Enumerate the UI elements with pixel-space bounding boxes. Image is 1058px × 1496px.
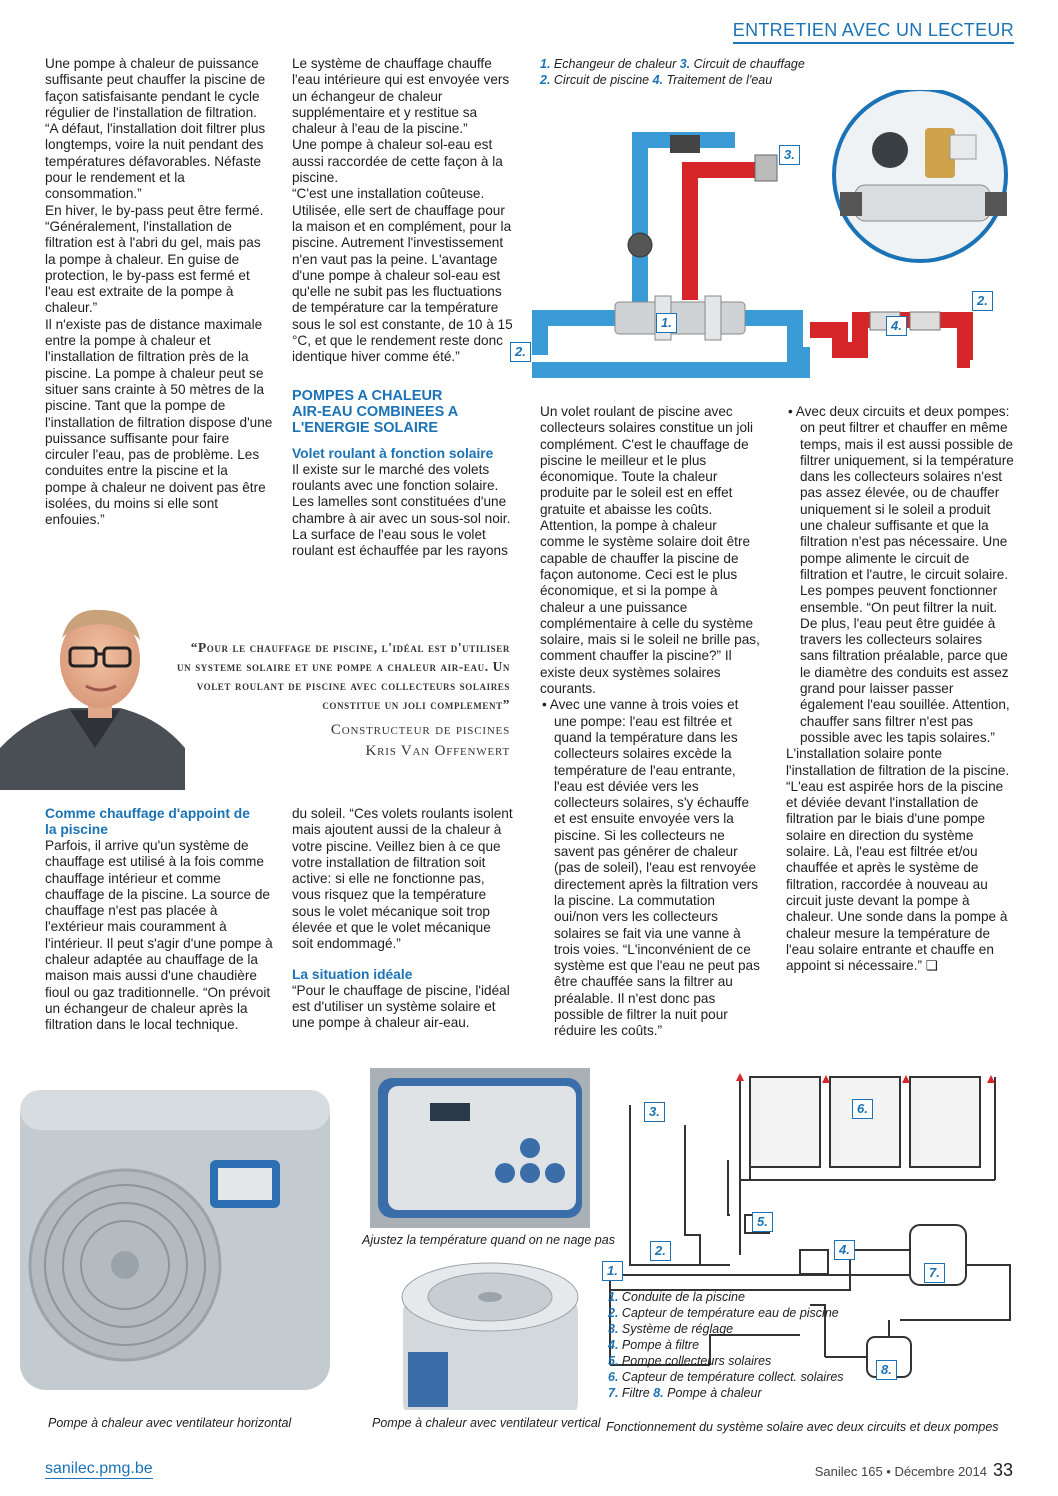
heat-pump-vertical-photo [388,1252,588,1410]
paragraph: Le système de chauffage chauffe l'eau intérieure qui est envoyée vers un échangeur de chaleur supplémentaire et y restitue sa chaleur à l'eau de la piscine.” [292,56,510,137]
diagram2-legend [608,1289,858,1401]
diagram1-label-2-right: 2. [972,291,993,311]
legend-item: 6. Capteur de température collect. solaires [608,1370,844,1384]
column-1-top [45,56,273,529]
caption-horizontal: Pompe à chaleur avec ventilateur horizontal [48,1416,292,1430]
paragraph: Il existe sur le marché des volets roulants avec une fonction solaire. Les lamelles sont constituées d'une chambre à air avec un sous-sol noir. La surface de l'eau sous le volet roulant est échauffée par les rayons [292,461,511,559]
legend-item: 2. Capteur de température eau de piscine [608,1306,839,1320]
column-4 [786,404,1014,974]
footer-site-link[interactable]: sanilec.pmg.be [45,1460,153,1477]
paragraph: Une pompe à chaleur sol-eau est aussi raccordée de cette façon à la piscine. [292,137,503,186]
quote-text: “Pour le chauffage de piscine, l'idéal est d'utiliser un systeme solaire et une pompe a chaleur air-eau. Un volet roulant de piscine avec collecteurs solaires constitue un joli complement” [177,640,510,712]
heat-exchanger-diagram [510,90,1020,385]
quote-name: Kris Van Offenwert [365,743,510,759]
legend-item: 4. Pompe à filtre [608,1338,700,1352]
diagram2-label-1: 1. [602,1261,623,1281]
diagram2-label-6: 6. [852,1099,873,1119]
heat-pump-horizontal-photo [0,1065,350,1405]
column-2-bottom [292,806,514,1032]
quote-role: Constructeur de piscines [330,722,510,738]
diagram1-label-3: 3. [779,145,800,165]
paragraph: Une pompe à chaleur de puissance suffisante peut chauffer la piscine de façon satisfaisante pendant le cycle régulier de l'installation de filtration. “A défaut, l'installation doit filtrer plus longtemps, voire la nuit pendant des températures défavorables. Néfaste pour le rendement et la consommation.” [45,56,266,202]
diagram2-label-3: 3. [644,1102,665,1122]
paragraph: Il n'existe pas de distance maximale entre la pompe à chaleur et l'installation de filtration près de la piscine. La pompe à chaleur peut se situer sans crainte à 50 mètres de la piscine. Tant que la pompe de l'installation de filtration dispose d'une puissance suffisante pour faire circuler l'eau, pas de problème. Les conduites entre la piscine et la pompe à chaleur ne doivent pas être isolées, du moins si elle sont enfouies.” [45,316,273,528]
pull-quote [175,638,510,762]
section-title: ENTRETIEN AVEC UN LECTEUR [733,20,1014,44]
solar-section-heading: POMPES A CHALEUR AIR-EAU COMBINEES A L'ENERGIE SOLAIRE [292,387,458,436]
paragraph: Parfois, il arrive qu'un système de chauffage est utilisé à la fois comme chauffage intérieur et comme chauffage de la piscine. La source de chauffage n'est pas placée à l'extérieur mais couramment à l'intérieur. Il peut s'agir d'une pompe à chaleur adaptée au chauffage de la maison mais aussi d'une chaudière fioul ou gaz traditionnelle. “On prévoit un échangeur de chaleur après la filtration dans le local technique. [45,838,273,1033]
footer-issue [815,1460,1013,1481]
issue-text: Sanilec 165 • Décembre 2014 [814,1464,987,1479]
portrait-photo [0,598,185,790]
legend-item: 3. Système de réglage [608,1322,734,1336]
caption-vertical: Pompe à chaleur avec ventilateur vertical [372,1416,601,1430]
diagram1-label-2-left: 2. [510,342,531,362]
page-number: 33 [992,1460,1013,1480]
column-2-top [292,56,514,559]
control-panel-photo [370,1068,590,1228]
paragraph: Un volet roulant de piscine avec collecteurs solaires constitue un joli complément. C'est le chauffage de piscine le meilleur et le plus économique. Toute la chaleur produite par le soleil est en effet gratuite et abaisse les coûts. Attention, la pompe à chaleur comme le système solaire doit être capable de chauffer la piscine de façon autonome. Ceci est le plus économique, et si la pompe à chaleur a une puissance complémentaire à celle du système solaire, mais si le soleil ne brille pas, comment chauffer la piscine?” Il existe deux systèmes solaires courants. [540,404,760,697]
column-1-bottom [45,806,273,1034]
paragraph: du soleil. “Ces volets roulants isolent mais ajoutent aussi de la chaleur à votre piscine. Veillez bien à ce que votre installation de filtration soit active: si elle ne fonctionne pas, vous risquez que la température sous le volet mécanique soit trop élevée et que le volet mécanique soit endommagé.” [292,806,513,952]
column-3 [540,404,762,1040]
paragraph: “C'est une installation coûteuse. Utilisée, elle sert de chauffage pour la maison et en complément, pour la piscine. Autrement l'investissement n'en vaut pas la peine. L'avantage d'une pompe à chaleur sol-eau est qu'elle ne subit pas les fluctuations de température car la température sous le sol est constante, de 10 à 15 °C, et que le rendement reste donc identique hiver comme été.” [292,186,513,365]
caption-panel: Ajustez la température quand on ne nage pas [362,1233,615,1247]
diagram2-label-7: 7. [924,1263,945,1283]
diagram2-label-8: 8. [876,1360,897,1380]
solar-subheading: Volet roulant à fonction solaire [292,445,494,461]
paragraph: L'installation solaire ponte l'installation de filtration de la piscine. “L'eau est aspirée hors de la piscine et déviée devant l'installation de filtration par le biais d'une pompe solaire en direction du système solaire. Là, l'eau est filtrée et/ou chauffée et après le système de filtration, raccordée à nouveau au circuit juste devant la pompe à chaleur. Une sonde dans la pompe à chaleur mesure la température de l'eau solaire entrante et chauffe en appoint si nécessaire.” ❏ [786,746,1010,974]
diagram2-label-2: 2. [650,1241,671,1261]
diagram1-label-4: 4. [886,316,907,336]
bullet-item: • Avec une vanne à trois voies et une pompe: l'eau est filtrée et quand la température dans les collecteurs solaires excède la température de l'eau entrante, l'eau est déviée vers les collecteurs solaires, s'y échauffe et est ensuite envoyée vers la piscine. Si les collecteurs ne savent pas générer de chaleur (pas de soleil), l'eau est renvoyée directement après la filtration vers la piscine. La commutation oui/non vers les collecteurs solaires se fait via une vanne à trois voies. “L'inconvénient de ce système est que l'eau ne peut pas être chauffée sans la filtrer au préalable. Il n'est donc pas possible de filtrer la nuit pour réduire les coûts.” [542,697,760,1039]
diagram1-label-1: 1. [656,313,677,333]
bullet-item: • Avec deux circuits et deux pompes: on peut filtrer et chauffer en même temps, mais il est aussi possible de filtrer uniquement, si la température dans les collecteurs solaires n'est pas assez élevée, ou de chauffer uniquement si le soleil a produit une chaleur suffisante et que la filtration n'est pas nécessaire. Une pompe alimente le circuit de filtration et l'autre, le circuit solaire. Les pompes peuvent fonctionner ensemble. “On peut filtrer la nuit. De plus, l'eau peut être guidée à travers les collecteurs solaires sans filtration préalable, parce que le diamètre des conduits est assez grand pour laisser passer également l'eau souillée. Attention, chauffer sans filtrer n'est pas possible avec les tapis solaires.” [788,404,1014,745]
paragraph: “Pour le chauffage de piscine, l'idéal est d'utiliser un système solaire et une pompe à chaleur air-eau. [292,982,510,1031]
legend-item: 5. Pompe collecteurs solaires [608,1354,772,1368]
appoint-heading: Comme chauffage d'appoint de la piscine [45,806,250,837]
paragraph: En hiver, le by-pass peut être fermé. “Généralement, l'installation de filtration est à l'abri du gel, mais pas la pompe à chaleur. En guise de protection, le by-pass est fermé et l'eau est extraite de la pompe à chaleur.” [45,202,264,316]
caption-diagram2: Fonctionnement du système solaire avec deux circuits et deux pompes [606,1420,999,1434]
diagram1-legend: 1. Echangeur de chaleur 3. Circuit de chauffage 2. Circuit de piscine 4. Traitement de l'eau [540,57,805,87]
ideal-heading: La situation idéale [292,966,413,982]
diagram2-label-5: 5. [752,1212,773,1232]
legend-item: 7. Filtre 8. Pompe à chaleur [608,1386,762,1400]
diagram2-label-4: 4. [834,1240,855,1260]
legend-item: 1. Conduite de la piscine [608,1290,745,1304]
